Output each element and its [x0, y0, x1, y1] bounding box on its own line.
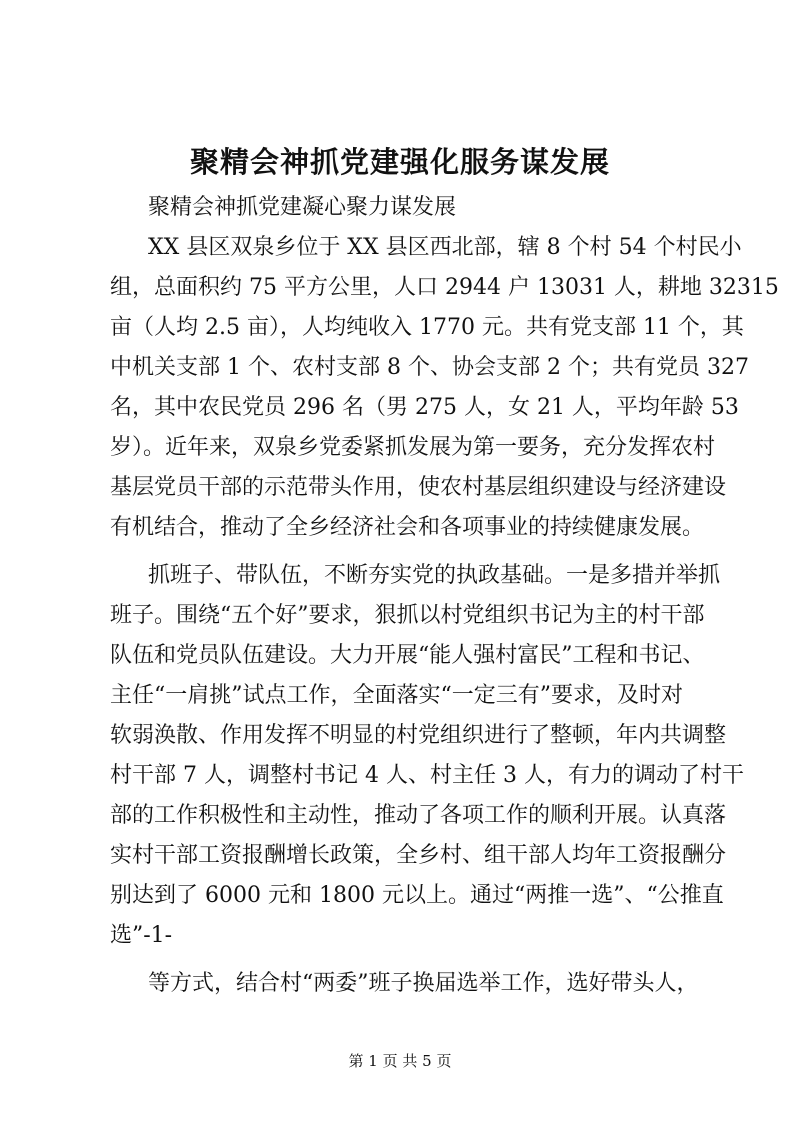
paragraph-2-line-2: 班子。围绕“五个好”要求，狠抓以村党组织书记为主的村干部: [110, 603, 705, 628]
paragraph-2-line-9: 别达到了 6000 元和 1800 元以上。通过“两推一选”、“公推直: [110, 883, 724, 908]
paragraph-1-line-7: 基层党员干部的示范带头作用，使农村基层组织建设与经济建设: [110, 475, 727, 500]
paragraph-1-line-1: XX 县区双泉乡位于 XX 县区西北部，辖 8 个村 54 个村民小: [148, 235, 742, 260]
paragraph-2-line-10: 选”-1-: [110, 923, 173, 948]
paragraph-2-line-4: 主任“一肩挑”试点工作，全面落实“一定三有”要求，及时对: [110, 683, 683, 708]
document-subtitle: 聚精会神抓党建凝心聚力谋发展: [148, 195, 457, 220]
paragraph-1-line-2: 组，总面积约 75 平方公里，人口 2944 户 13031 人，耕地 32315: [110, 275, 779, 300]
page-number: 第 1 页 共 5 页: [348, 1052, 452, 1070]
paragraph-1-line-5: 名，其中农民党员 296 名（男 275 人，女 21 人，平均年龄 53: [110, 395, 739, 420]
document-title: 聚精会神抓党建强化服务谋发展: [189, 145, 610, 179]
paragraph-1-line-8: 有机结合，推动了全乡经济社会和各项事业的持续健康发展。: [110, 515, 705, 540]
paragraph-1-line-4: 中机关支部 1 个、农村支部 8 个、协会支部 2 个；共有党员 327: [110, 355, 749, 380]
paragraph-2-line-6: 村干部 7 人，调整村书记 4 人、村主任 3 人，有力的调动了村干: [110, 763, 744, 788]
paragraph-2-line-1: 抓班子、带队伍，不断夯实党的执政基础。一是多措并举抓: [148, 563, 721, 588]
paragraph-2-line-7: 部的工作积极性和主动性，推动了各项工作的顺利开展。认真落: [110, 803, 727, 828]
paragraph-1-line-3: 亩（人均 2.5 亩），人均纯收入 1770 元。共有党支部 11 个，其: [110, 315, 744, 340]
paragraph-2-line-3: 队伍和党员队伍建设。大力开展“能人强村富民”工程和书记、: [110, 643, 705, 668]
paragraph-2-line-5: 软弱涣散、作用发挥不明显的村党组织进行了整顿，年内共调整: [110, 723, 727, 748]
paragraph-2-line-8: 实村干部工资报酬增长政策，全乡村、组干部人均年工资报酬分: [110, 843, 727, 868]
paragraph-1-line-6: 岁）。近年来，双泉乡党委紧抓发展为第一要务，充分发挥农村: [110, 435, 716, 460]
paragraph-3-line-1: 等方式，结合村“两委”班子换届选举工作，选好带头人，: [148, 971, 699, 996]
